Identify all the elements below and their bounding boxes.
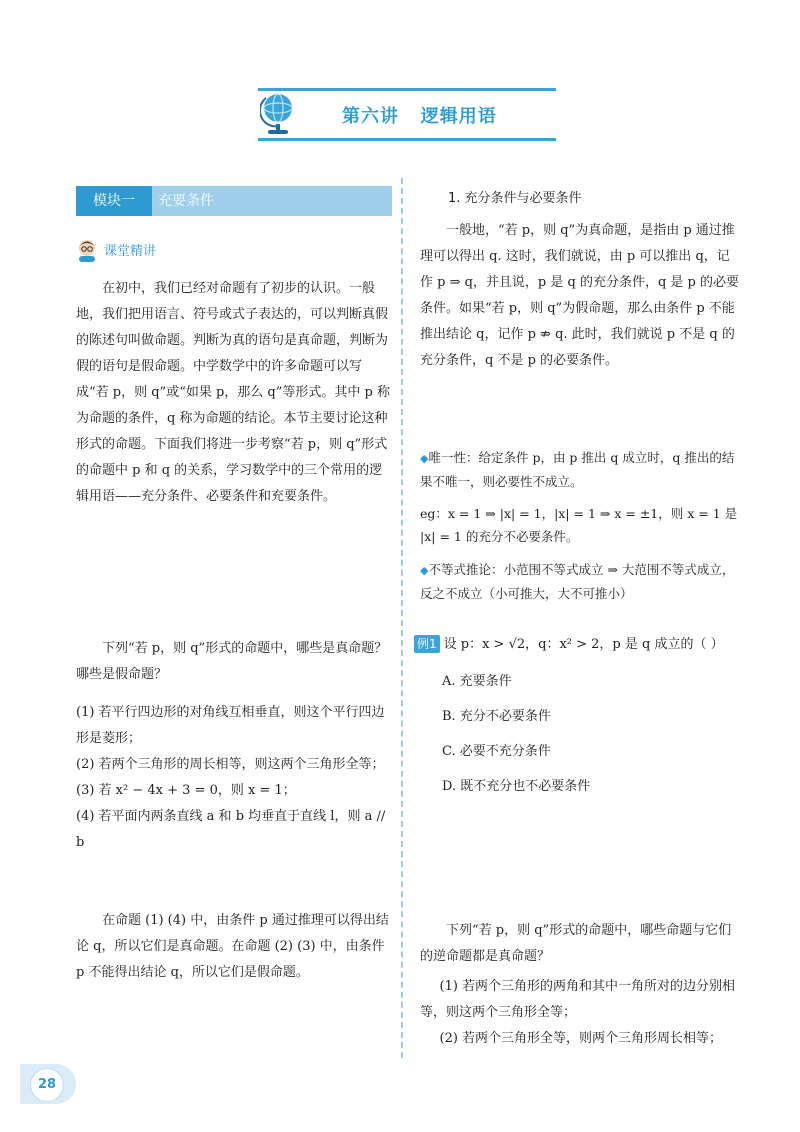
list-item: (1) 若两个三角形的两角和其中一角所对的边分别相等，则这两个三角形全等； (420, 979, 736, 1020)
page-number-badge (20, 1064, 76, 1104)
option-b: B. 充分不必要条件 (442, 709, 551, 724)
list-item: (3) 若 x² − 4x + 3 = 0，则 x = 1； (76, 783, 296, 798)
intro-paragraph: 在初中，我们已经对命题有了初步的认识。一般地，我们把用语言、符号或式子表达的，可以判断真假的陈述句叫做命题。判断为真的语句是真命题，判断为假的语句是假命题。中学数学中的许多命题可以写成“若 p，则 q”或“如果 p，那么 q”等形式。其中 p 称为命题的条件，q 称为命题的结论。本节主要讨论这种形式的命题。下面我们将进一步考察“若 p，则 q”形式的命题中 p 和 q 的关系，学习数学中的三个常用的逻辑用语——充分条件、必要条件和充要条件。 (76, 281, 390, 504)
header-bottom-line (258, 138, 556, 141)
globe-icon (260, 92, 296, 138)
column-divider (401, 178, 403, 1058)
question-items (76, 700, 392, 856)
list-item: (2) 若两个三角形的周长相等，则这两个三角形全等； (76, 757, 385, 772)
definition-paragraph: 一般地，“若 p，则 q”为真命题，是指由 p 通过推理可以得出 q. 这时，我们就说，由 p 可以推出 q，记作 p ⇒ q，并且说，p 是 q 的充分条件，q 是 p 的必要条件。如果“若 p，则 q”为假命题，那么由条件 p 不能推出结论 q，记作 p ⇏ q. 此时，我们就说 p 不是 q 的充分条件，q 不是 p 的必要条件。 (420, 223, 740, 368)
module-bar (76, 186, 392, 216)
question2-items (420, 974, 740, 1052)
section-title: 1. 充分条件与必要条件 (448, 191, 582, 206)
option-c: C. 必要不充分条件 (442, 744, 551, 759)
module-title: 充要条件 (158, 193, 214, 209)
option-a: A. 充要条件 (442, 674, 512, 689)
options-list (442, 664, 742, 804)
note-inequality-text: 不等式推论：小范围不等式成立 ⇒ 大范围不等式成立，反之不成立（小可推大，大不可推小） (420, 562, 735, 601)
note-inequality (420, 558, 740, 605)
teacher-icon (76, 238, 98, 262)
page-number: 28 (30, 1068, 64, 1102)
header-top-line (258, 88, 556, 91)
list-item: (4) 若平面内两条直线 a 和 b 均垂直于直线 l，则 a // b (76, 809, 386, 850)
list-item: (1) 若平行四边形的对角线互相垂直，则这个平行四边形是菱形； (76, 705, 385, 746)
list-item: (2) 若两个三角形全等，则两个三角形周长相等； (439, 1031, 723, 1046)
question2-paragraph: 下列“若 p，则 q”形式的命题中，哪些命题与它们的逆命题都是真命题？ (420, 923, 732, 964)
lecture-label-text: 课堂精讲 (104, 244, 157, 259)
note-uniqueness-text: 唯一性：给定条件 p，由 p 推出 q 成立时，q 推出的结果不唯一，则必要性不成立。 (420, 450, 735, 489)
note-example: eg：x = 1 ⇒ |x| = 1，|x| = 1 ⇒ x = ±1，则 x = 1 是 |x| = 1 的充分不必要条件。 (420, 506, 738, 544)
diamond-icon: ◆ (420, 564, 429, 577)
chapter-header (258, 88, 556, 144)
example-text: 设 p：x > √2，q：x² > 2，p 是 q 成立的（ ） (443, 637, 724, 652)
module-tag: 模块一 (76, 186, 152, 216)
answer-paragraph: 在命题 (1) (4) 中，由条件 p 通过推理可以得出结论 q，所以它们是真命题。在命题 (2) (3) 中，由条件 p 不能得出结论 q，所以它们是假命题。 (76, 913, 389, 980)
question-paragraph: 下列“若 p，则 q”形式的命题中，哪些是真命题？哪些是假命题？ (76, 641, 388, 682)
note-uniqueness (420, 446, 740, 493)
example-tag: 例1 (414, 635, 440, 653)
option-d: D. 既不充分也不必要条件 (442, 779, 591, 794)
diamond-icon: ◆ (420, 452, 429, 465)
chapter-title: 第六讲 逻辑用语 (342, 106, 497, 127)
example-1 (414, 634, 744, 656)
